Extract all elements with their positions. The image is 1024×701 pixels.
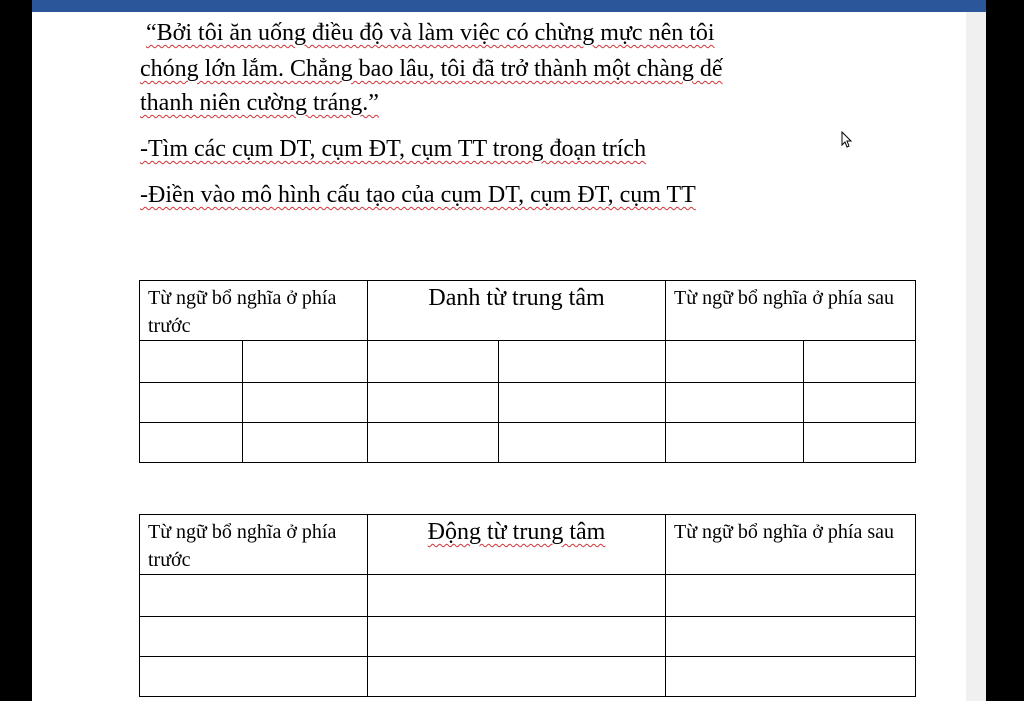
table-cell[interactable]: [804, 341, 916, 383]
task-instruction-2: -Điền vào mô hình cấu tạo của cụm DT, cụm ĐT, cụm TT: [140, 182, 696, 208]
table-cell[interactable]: [499, 423, 666, 463]
table-cell[interactable]: [140, 617, 368, 657]
table-cell[interactable]: [243, 383, 368, 423]
task-instruction-1: -Tìm các cụm DT, cụm ĐT, cụm TT trong đoạn trích: [140, 136, 647, 162]
mouse-pointer-icon: [841, 131, 853, 149]
table-cell[interactable]: [368, 617, 666, 657]
word-title-bar: [32, 0, 986, 12]
table-cell[interactable]: [368, 383, 499, 423]
paragraph-line-2: chóng lớn lắm. Chẳng bao lâu, tôi đã trở thành một chàng dế: [140, 56, 723, 82]
noun-phrase-table: [139, 280, 916, 463]
table-cell[interactable]: [499, 341, 666, 383]
table-cell[interactable]: [666, 617, 916, 657]
paragraph-line-3: thanh niên cường tráng.”: [140, 90, 379, 116]
table-cell[interactable]: [804, 423, 916, 463]
table-cell[interactable]: [666, 575, 916, 617]
table-cell[interactable]: [140, 341, 243, 383]
table-cell[interactable]: [666, 341, 804, 383]
table-row: [140, 657, 916, 697]
table-cell[interactable]: [243, 341, 368, 383]
header-head-verb: [368, 515, 666, 575]
table-cell[interactable]: [499, 383, 666, 423]
table-row: [140, 341, 916, 383]
verb-phrase-table: [139, 514, 916, 697]
table-cell[interactable]: [368, 341, 499, 383]
header-modifier-after: Từ ngữ bổ nghĩa ở phía sau: [666, 515, 916, 575]
table-cell[interactable]: [368, 657, 666, 697]
table-row: [140, 383, 916, 423]
table-row: [140, 617, 916, 657]
table-row: [140, 575, 916, 617]
table-header-row: [140, 281, 916, 341]
head-verb-label: Động từ trung tâm: [427, 519, 606, 545]
table-cell[interactable]: [140, 423, 243, 463]
paragraph-line-1: “Bởi tôi ăn uống điều độ và làm việc có chừng mực nên tôi: [146, 20, 715, 46]
table-header-row: [140, 515, 916, 575]
header-modifier-after: Từ ngữ bổ nghĩa ở phía sau: [666, 281, 916, 341]
header-modifier-before: Từ ngữ bổ nghĩa ở phía trước: [140, 515, 368, 575]
vertical-scrollbar[interactable]: [966, 12, 986, 701]
table-cell[interactable]: [666, 383, 804, 423]
table-cell[interactable]: [140, 657, 368, 697]
header-modifier-before: Từ ngữ bổ nghĩa ở phía trước: [140, 281, 368, 341]
table-cell[interactable]: [368, 423, 499, 463]
table-cell[interactable]: [666, 657, 916, 697]
table-row: [140, 423, 916, 463]
table-cell[interactable]: [368, 575, 666, 617]
table-cell[interactable]: [666, 423, 804, 463]
table-cell[interactable]: [804, 383, 916, 423]
table-cell[interactable]: [243, 423, 368, 463]
table-cell[interactable]: [140, 575, 368, 617]
header-head-noun: Danh từ trung tâm: [368, 281, 666, 341]
table-cell[interactable]: [140, 383, 243, 423]
